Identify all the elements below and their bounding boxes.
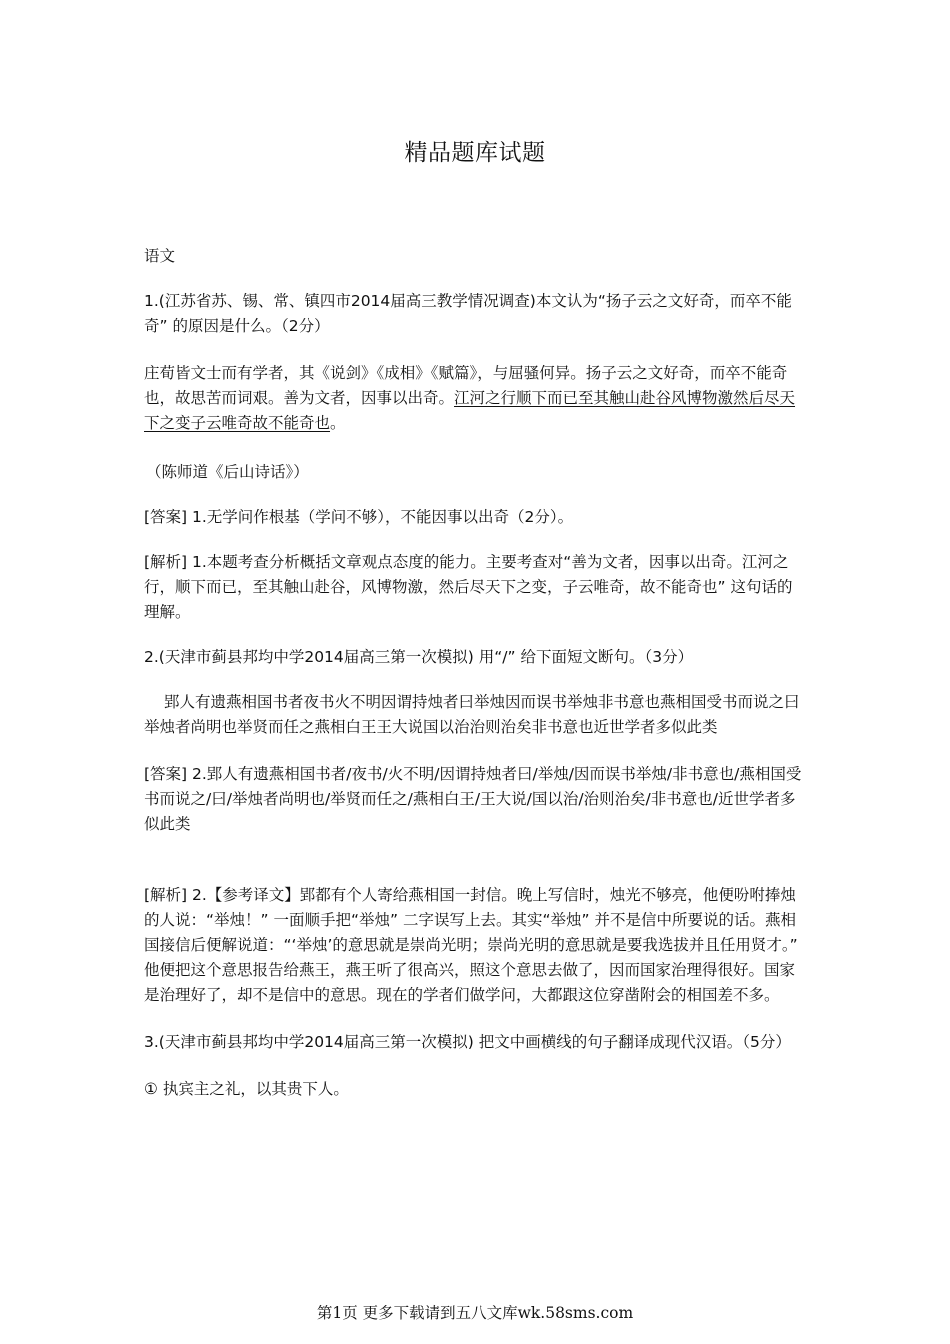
subject-label: 语文 — [144, 247, 176, 265]
question-1-answer: [答案] 1.无学问作根基（学问不够），不能因事以出奇（2分）。 — [144, 508, 574, 526]
question-2-analysis: [解析] 2.【参考译文】郢都有个人寄给燕相国一封信。晚上写信时，烛光不够亮，他便吩咐捧烛的人说：“举烛！” 一面顺手把“举烛” 二字误写上去。其实“举烛” 并不是信中所要说的话。燕相国接信后便解说道：“‘举烛’的意思就是崇尚光明；崇尚光明的意思就是要我选拔并且任用贤才。” 他便把这个意思报告给燕王，燕王听了很高兴，照这个意思去做了，因而国家治理得很好。国家是治理好了，却不是信中的意思。现在的学者们做学问，大都跟这位穿凿附会的相国差不多。 — [144, 886, 798, 1004]
question-1-stem: 1.(江苏省苏、锡、常、镇四市2014届高三教学情况调查)本文认为“扬子云之文好奇，而卒不能奇” 的原因是什么。（2分） — [144, 292, 792, 335]
document-body — [144, 244, 804, 1102]
question-3-item-1: ① 执宾主之礼，以其贵下人。 — [144, 1080, 349, 1098]
page-footer: 第1页 更多下载请到五八文库wk.58sms.com — [316, 1304, 634, 1322]
document-title: 精品题库试题 — [404, 140, 546, 166]
question-3-stem: 3.(天津市蓟县邦均中学2014届高三第一次模拟) 把文中画横线的句子翻译成现代汉语。（5分） — [144, 1033, 791, 1051]
question-2-stem: 2.(天津市蓟县邦均中学2014届高三第一次模拟) 用“/” 给下面短文断句。（3分） — [144, 648, 694, 666]
question-1-analysis: [解析] 1.本题考查分析概括文章观点态度的能力。主要考查对“善为文者，因事以出奇。江河之行，顺下而已，至其触山赴谷，风博物激，然后尽天下之变，子云唯奇，故不能奇也” 这句话的理解。 — [144, 553, 793, 621]
passage-text: 庄荀皆文士而有学者，其《说剑》《成相》《赋篇》，与屈骚何异。扬子云之文好奇，而卒不能奇也，故思苦而词艰。善为文者，因事以出奇。 — [144, 364, 788, 407]
question-1-source: （陈师道《后山诗话》） — [146, 463, 309, 481]
underlined-sentence: 江河之行顺下而已至其触山赴谷风博物激然后尽天下之变子云唯奇故不能奇也 — [144, 389, 796, 432]
question-2-answer: [答案] 2.郢人有遗燕相国书者/夜书/火不明/因谓持烛者曰/举烛/因而误书举烛/非书意也/燕相国受书而说之/曰/举烛者尚明也/举贤而任之/燕相白王/王大说/国以治/治则治矣/非书意也/近世学者多似此类 — [144, 765, 802, 833]
question-1-passage — [144, 361, 804, 436]
passage-end: 。 — [330, 414, 346, 432]
question-2-passage: 郢人有遗燕相国书者夜书火不明因谓持烛者曰举烛因而误书举烛非书意也燕相国受书而说之曰举烛者尚明也举贤而任之燕相白王王大说国以治治则治矣非书意也近世学者多似此类 — [144, 693, 800, 736]
